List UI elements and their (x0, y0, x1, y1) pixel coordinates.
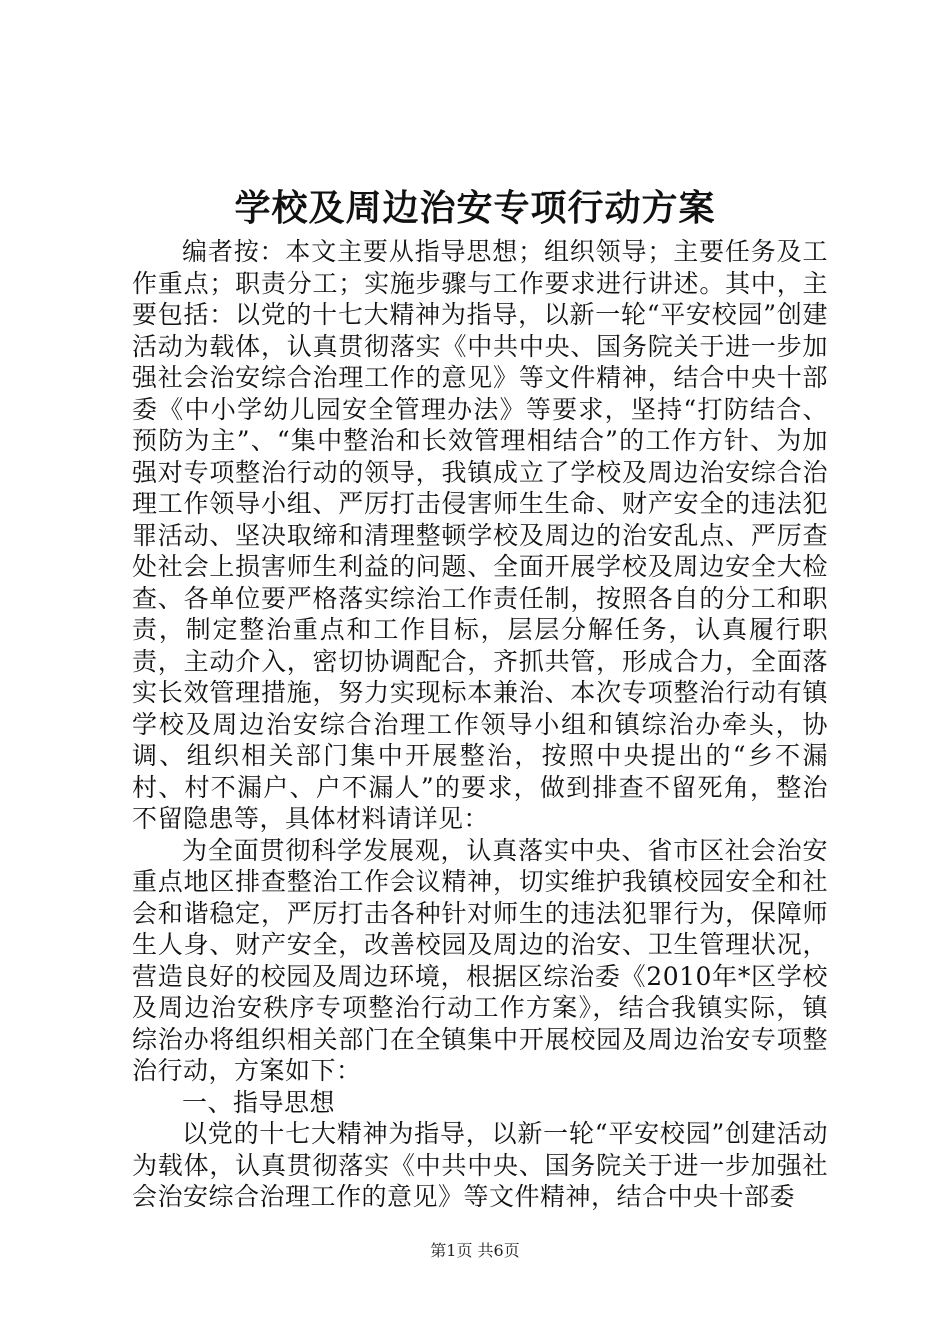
document-title: 学校及周边治安专项行动方案 (234, 187, 716, 229)
section-paragraph: 以党的十七大精神为指导，以新一轮“平安校园”创建活动为载体，认真贯彻落实《中共中央、国务院关于进一步加强社会治安综合治理工作的意见》等文件精神，结合中央十部委 (132, 1119, 828, 1211)
document-body (132, 236, 828, 1213)
editor-note-paragraph: 编者按：本文主要从指导思想；组织领导；主要任务及工作重点；职责分工；实施步骤与工作要求进行讲述。其中，主要包括：以党的十七大精神为指导，以新一轮“平安校园”创建活动为载体，认真贯彻落实《中共中央、国务院关于进一步加强社会治安综合治理工作的意见》等文件精神，结合中央十部委《中小学幼儿园安全管理办法》等要求，坚持“打防结合、预防为主”、“集中整治和长效管理相结合”的工作方针、为加强对专项整治行动的领导，我镇成立了学校及周边治安综合治理工作领导小组、严厉打击侵害师生生命、财产安全的违法犯罪活动、坚决取缔和清理整顿学校及周边的治安乱点、严厉查处社会上损害师生利益的问题、全面开展学校及周边安全大检查、各单位要严格落实综治工作责任制，按照各自的分工和职责，制定整治重点和工作目标，层层分解任务，认真履行职责，主动介入，密切协调配合，齐抓共管，形成合力，全面落实长效管理措施，努力实现标本兼治、本次专项整治行动有镇学校及周边治安综合治理工作领导小组和镇综治办牵头，协调、组织相关部门集中开展整治，按照中央提出的“乡不漏村、村不漏户、户不漏人”的要求，做到排查不留死角，整治不留隐患等，具体材料请详见： (132, 237, 828, 833)
intro-paragraph: 为全面贯彻科学发展观，认真落实中央、省市区社会治安重点地区排查整治工作会议精神，切实维护我镇校园安全和社会和谐稳定，严厉打击各种针对师生的违法犯罪行为，保障师生人身、财产安全，改善校园及周边的治安、卫生管理状况，营造良好的校园及周边环境，根据区综治委《2010年*区学校及周边治安秩序专项整治行动工作方案》，结合我镇实际，镇综治办将组织相关部门在全镇集中开展校园及周边治安专项整治行动，方案如下： (132, 835, 828, 1085)
section-heading-guiding-ideology: 一、指导思想 (182, 1087, 336, 1117)
page-number-footer: 第1页 共6页 (430, 1241, 520, 1260)
